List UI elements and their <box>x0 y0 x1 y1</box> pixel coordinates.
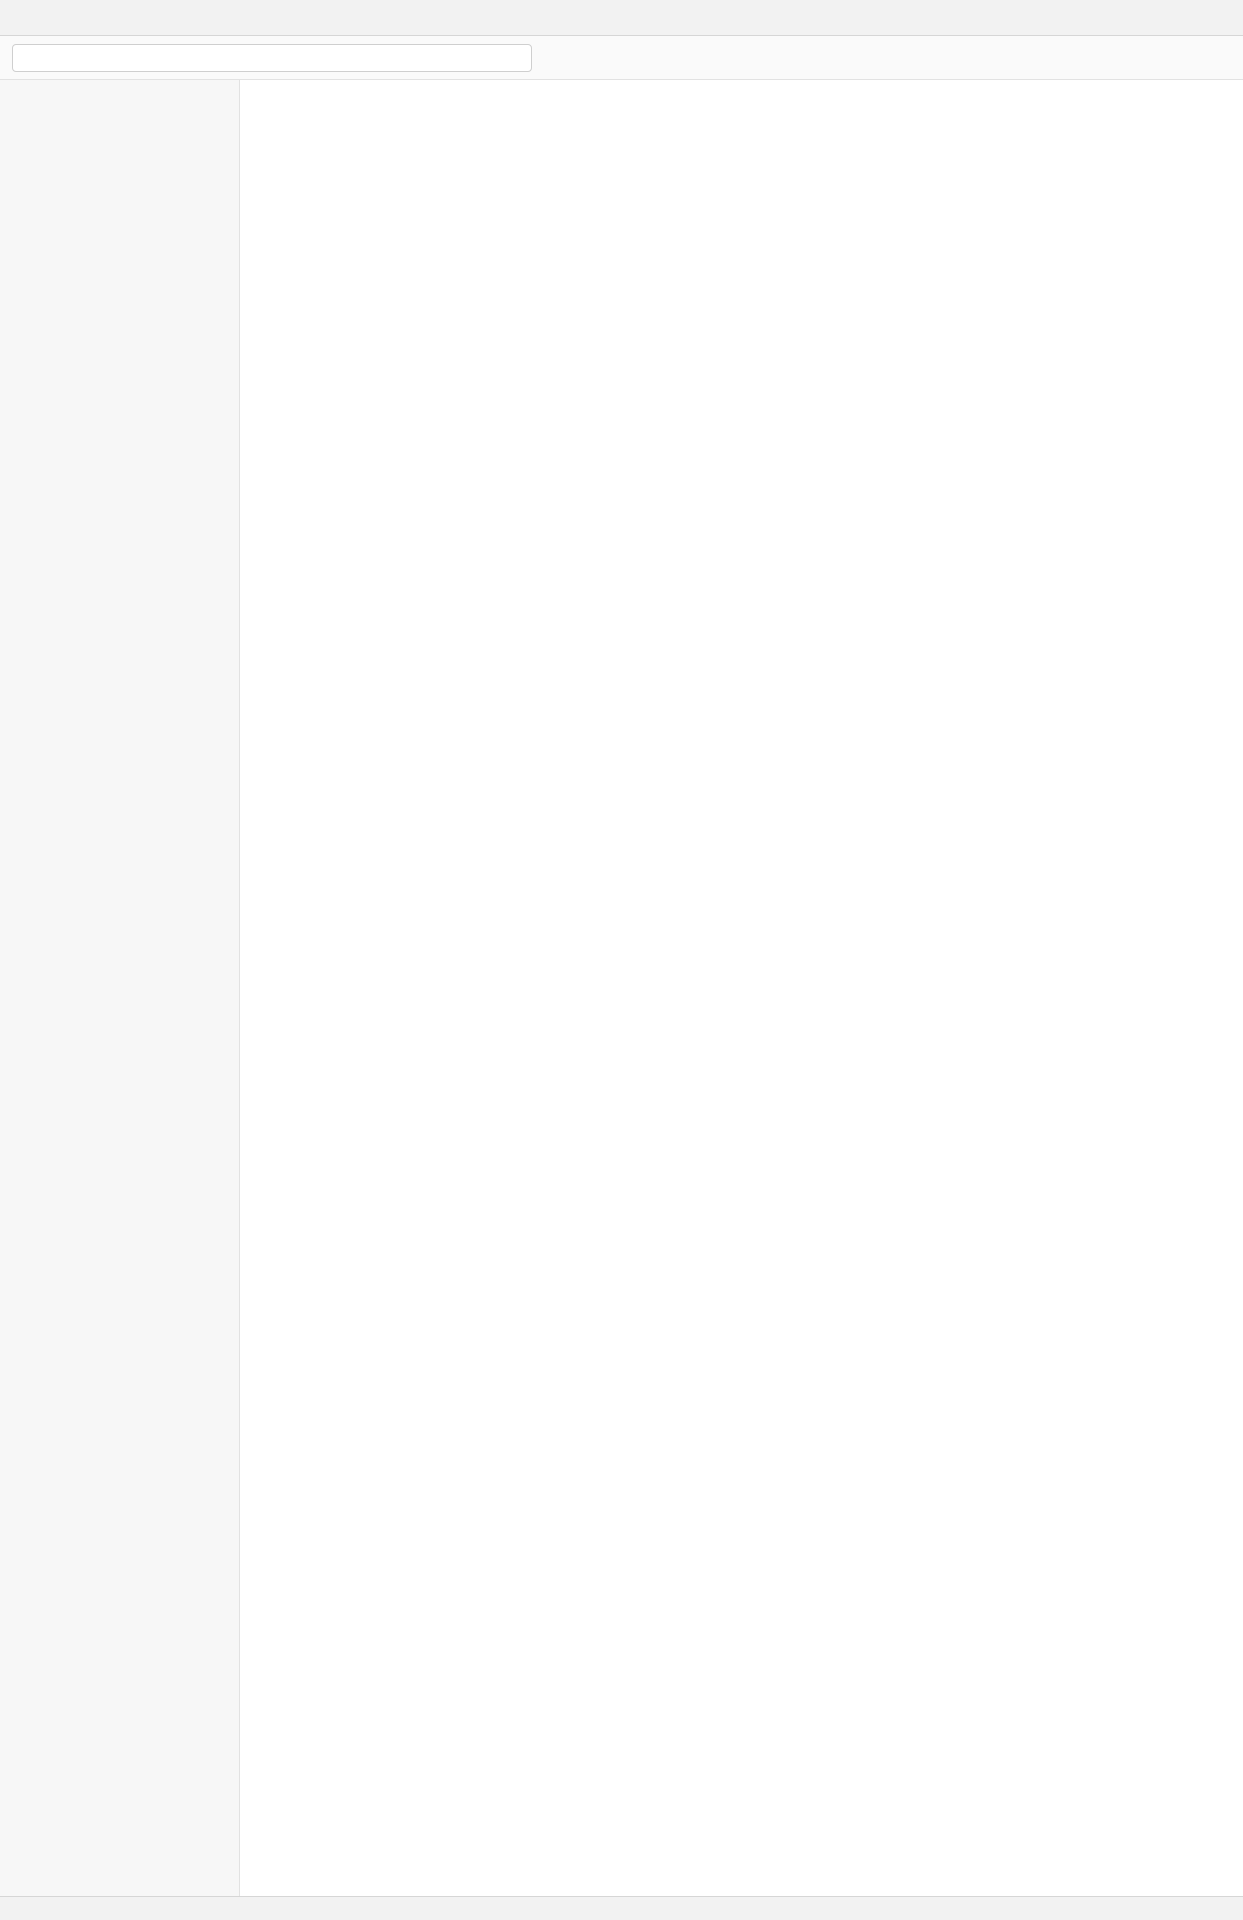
title-bar <box>0 0 1243 36</box>
toolbar <box>0 36 1243 80</box>
search-input[interactable] <box>12 44 532 72</box>
page-title <box>264 100 1219 101</box>
status-bar <box>0 1896 1243 1920</box>
sidebar <box>0 80 240 1896</box>
main-content <box>240 80 1243 1896</box>
app-body <box>0 80 1243 1896</box>
